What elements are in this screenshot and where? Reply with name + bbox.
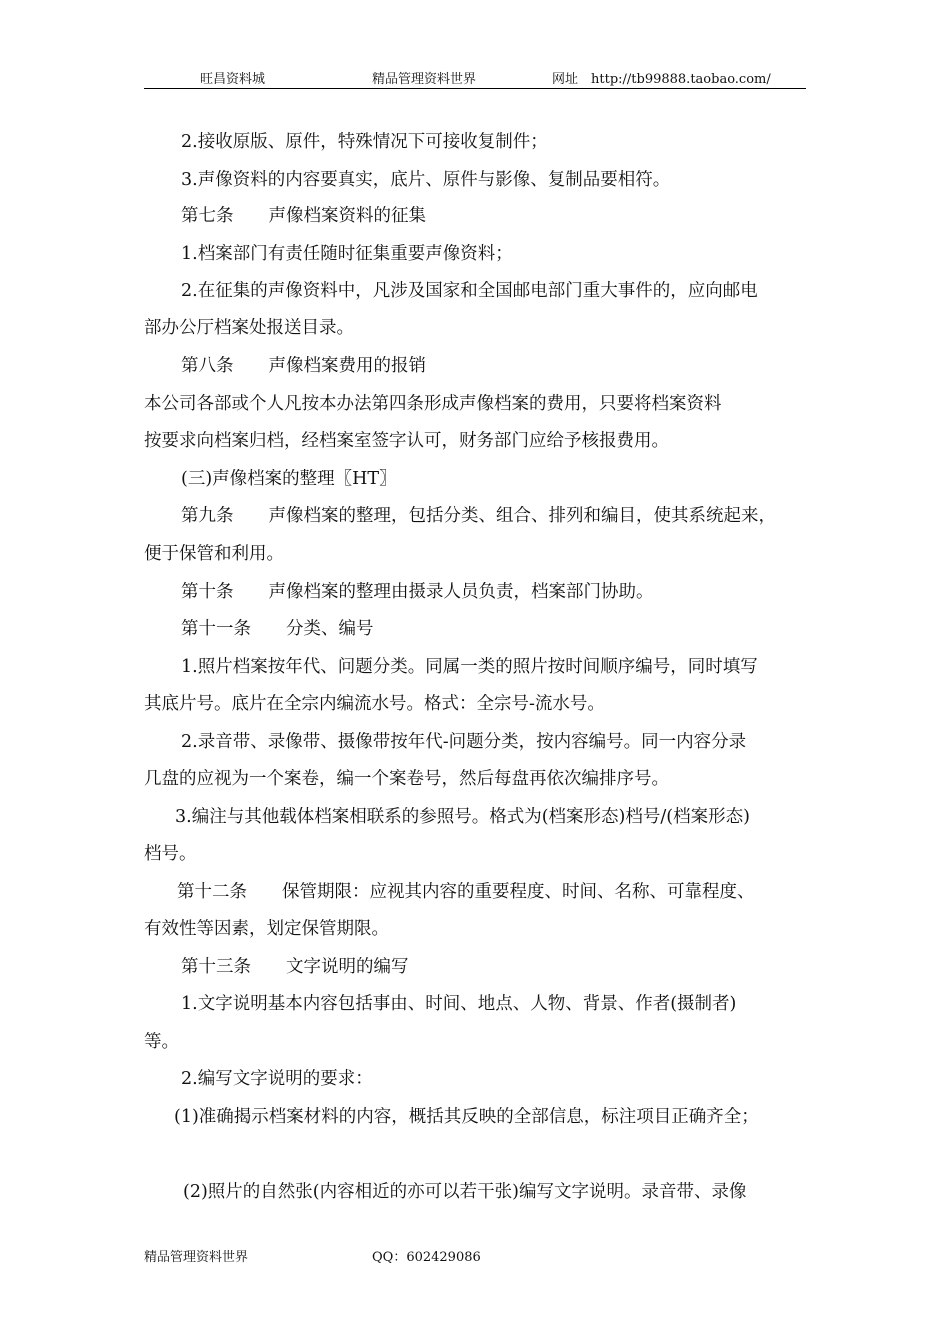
header-site-name: 旺昌资料城	[200, 72, 266, 87]
text-line: 按要求向档案归档，经档案室签字认可，财务部门应给予核报费用。	[144, 431, 669, 451]
text-line: 1.文字说明基本内容包括事由、时间、地点、人物、背景、作者(摄制者)	[181, 994, 737, 1014]
text-line: 2.录音带、录像带、摄像带按年代-问题分类，按内容编号。同一内容分录	[181, 732, 747, 752]
text-line: 便于保管和利用。	[144, 544, 284, 564]
text-line: 2.接收原版、原件，特殊情况下可接收复制件；	[181, 132, 548, 152]
text-line: 3.编注与其他载体档案相联系的参照号。格式为(档案形态)档号/(档案形态)	[175, 807, 750, 827]
text-line: 3.声像资料的内容要真实，底片、原件与影像、复制品要相符。	[181, 170, 671, 190]
section-heading: 第十一条 分类、编号	[181, 619, 374, 639]
section-heading: 第八条 声像档案费用的报销	[181, 356, 426, 376]
text-line: 1.档案部门有责任随时征集重要声像资料；	[181, 244, 513, 264]
text-line: (2)照片的自然张(内容相近的亦可以若干张)编写文字说明。录音带、录像	[183, 1182, 747, 1202]
text-line: 本公司各部或个人凡按本办法第四条形成声像档案的费用，只要将档案资料	[144, 394, 722, 414]
header-url[interactable]: 网址 http://tb99888.taobao.com/	[552, 72, 771, 87]
page-header	[144, 66, 806, 89]
text-line: 档号。	[144, 844, 197, 864]
text-line: 等。	[144, 1032, 179, 1052]
text-line: 部办公厅档案处报送目录。	[144, 318, 354, 338]
text-line: 2.在征集的声像资料中，凡涉及国家和全国邮电部门重大事件的，应向邮电	[181, 281, 758, 301]
text-line: 第九条 声像档案的整理，包括分类、组合、排列和编目，使其系统起来，	[181, 506, 776, 526]
text-line: 1.照片档案按年代、问题分类。同属一类的照片按时间顺序编号，同时填写	[181, 657, 758, 677]
text-line: 几盘的应视为一个案卷，编一个案卷号，然后每盘再依次编排序号。	[144, 769, 669, 789]
text-line: 其底片号。底片在全宗内编流水号。格式：全宗号-流水号。	[144, 694, 605, 714]
text-line: 第十条 声像档案的整理由摄录人员负责，档案部门协助。	[181, 582, 654, 602]
footer-qq: QQ：602429086	[372, 1250, 481, 1265]
text-line: 第十二条 保管期限：应视其内容的重要程度、时间、名称、可靠程度、	[177, 882, 755, 902]
text-line: (1)准确揭示档案材料的内容，概括其反映的全部信息，标注项目正确齐全；	[174, 1107, 759, 1127]
section-heading: 第十三条 文字说明的编写	[181, 957, 409, 977]
text-line: 有效性等因素，划定保管期限。	[144, 919, 389, 939]
header-title: 精品管理资料世界	[372, 72, 477, 87]
text-line: 2.编写文字说明的要求：	[181, 1069, 373, 1089]
section-heading: 第七条 声像档案资料的征集	[181, 206, 426, 226]
footer-site-name: 精品管理资料世界	[144, 1250, 249, 1265]
section-heading: (三)声像档案的整理〖HT〗	[181, 469, 397, 489]
